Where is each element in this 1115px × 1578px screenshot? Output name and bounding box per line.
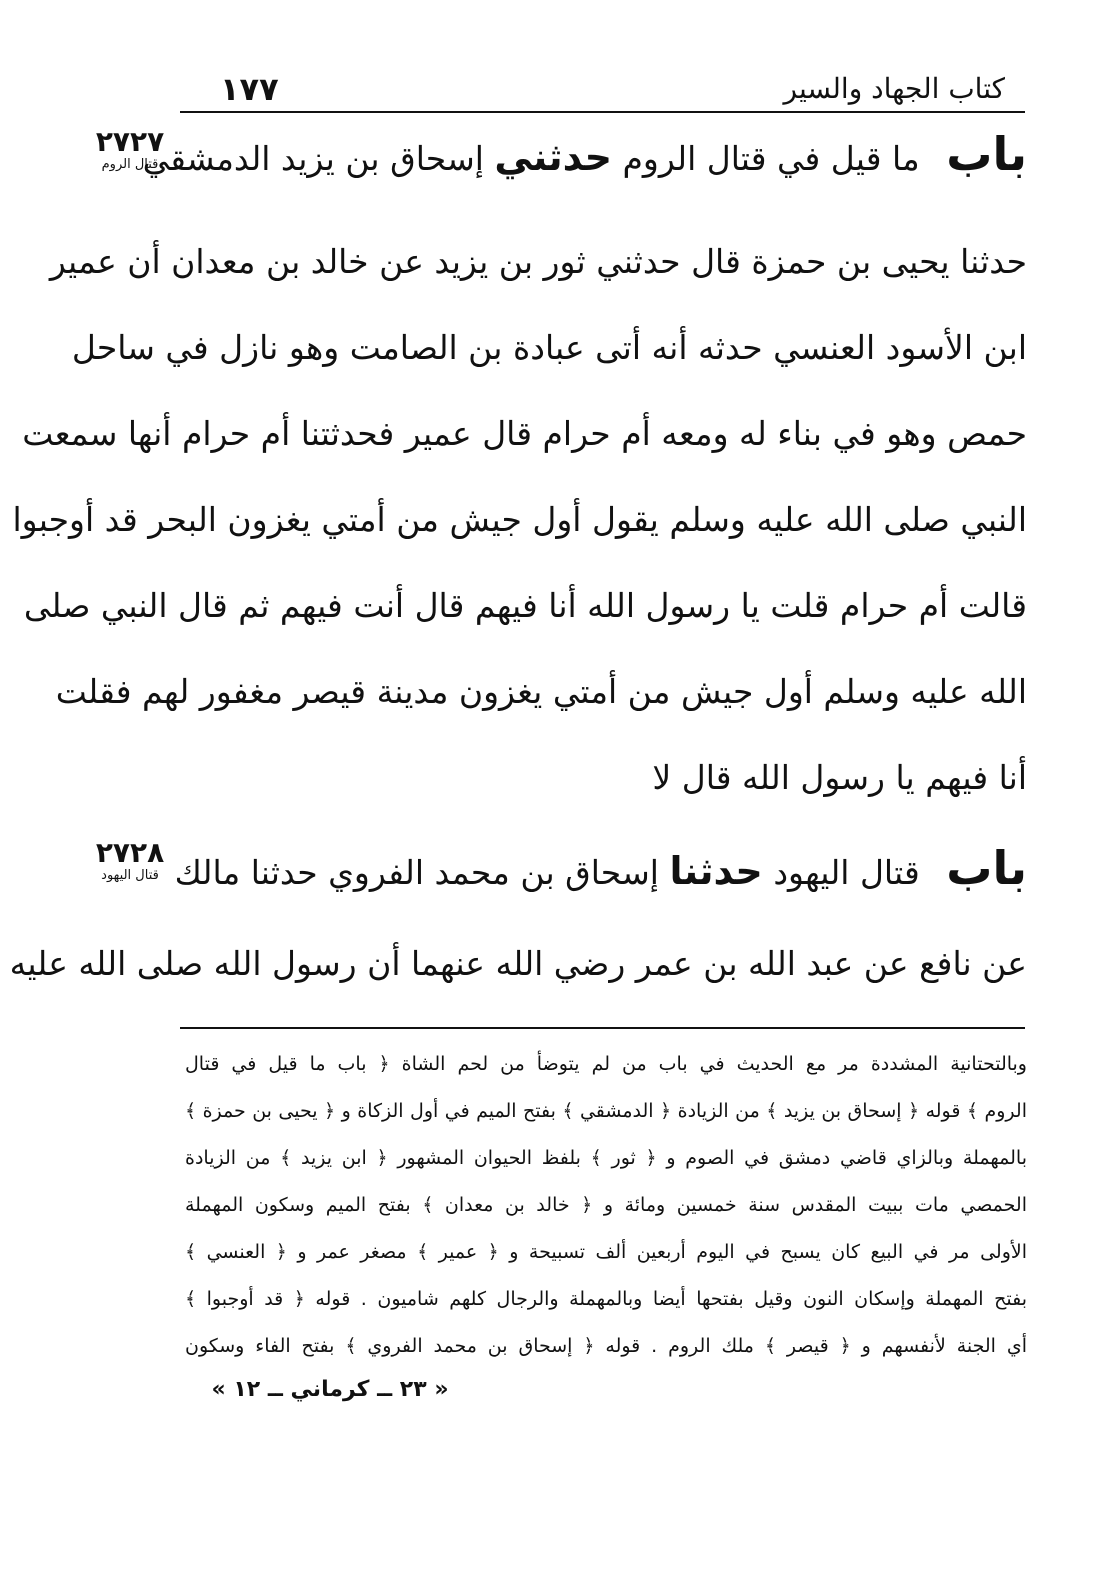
- footnote-line: الأولى مر في البيع كان يسبح في اليوم أربعين ألف تسبيحة و ﴿ عمير ﴾ مصغر عمر و ﴿ العنسي ﴾: [185, 1241, 1027, 1263]
- text-line: الله عليه وسلم أول جيش من أمتي يغزون مدينة قيصر مغفور لهم فقلت: [55, 672, 1027, 711]
- text-line: عن نافع عن عبد الله بن عمر رضي الله عنهما أن رسول الله صلى الله عليه: [9, 944, 1027, 983]
- bab-heading: باب: [946, 127, 1027, 181]
- chapter-title: قتال اليهود: [773, 853, 920, 892]
- hadith-caption: قتال اليهود: [101, 868, 159, 883]
- chapter-heading-line: [174, 838, 1027, 898]
- bab-heading: باب: [946, 841, 1027, 895]
- page-header: [180, 70, 1025, 110]
- book-title: كتاب الجهاد والسير: [783, 72, 1005, 105]
- footnote-line: وبالتحتانية المشددة مر مع الحديث في باب من لم يتوضأ من لحم الشاة ﴿ باب ما قيل في قتال: [185, 1053, 1027, 1075]
- narrator-chain: إسحاق بن يزيد الدمشقي: [142, 139, 484, 178]
- hadith-caption: قتال الروم: [101, 157, 159, 172]
- text-line: النبي صلى الله عليه وسلم يقول أول جيش من أمتي يغزون البحر قد أوجبوا: [12, 500, 1027, 539]
- narrator-chain: إسحاق بن محمد الفروي حدثنا مالك: [174, 853, 659, 892]
- hadith-number: ٢٧٢٨: [95, 836, 165, 869]
- hadith-number-marker: [70, 838, 190, 884]
- footnote-line: الروم ﴾ قوله ﴿ إسحاق بن يزيد ﴾ من الزيادة ﴿ الدمشقي ﴾ بفتح الميم في أول الزكاة و ﴿ يحيى بن حمزة ﴾: [185, 1100, 1027, 1122]
- narration-verb: حدثني: [494, 135, 612, 179]
- text-line: ابن الأسود العنسي حدثه أنه أتى عبادة بن الصامت وهو نازل في ساحل: [71, 328, 1027, 367]
- footnote-line: أي الجنة لأنفسهم و ﴿ قيصر ﴾ ملك الروم . قوله ﴿ إسحاق بن محمد الفروي ﴾ بفتح الفاء وسكون: [185, 1335, 1027, 1357]
- text-line: حدثنا يحيى بن حمزة قال حدثني ثور بن يزيد عن خالد بن معدان أن عمير: [49, 242, 1027, 281]
- text-line: حمص وهو في بناء له ومعه أم حرام قال عمير فحدثتنا أم حرام أنها سمعت: [22, 414, 1027, 453]
- text-line: أنا فيهم يا رسول الله قال لا: [652, 758, 1027, 797]
- narration-verb: حدثنا: [669, 849, 763, 893]
- footnote-line: بفتح المهملة وإسكان النون وقيل بفتحها أيضا وبالمهملة والرجال كلهم شاميون . قوله ﴿ قد أوجبوا ﴾: [185, 1288, 1027, 1310]
- footnote-line: بالمهملة وبالزاي قاضي دمشق في الصوم و ﴿ ثور ﴾ بلفظ الحيوان المشهور ﴿ ابن يزيد ﴾ من الزيادة: [185, 1147, 1027, 1169]
- footnote-divider: [180, 1027, 1025, 1029]
- header-divider: [180, 111, 1025, 113]
- text-line: قالت أم حرام قلت يا رسول الله أنا فيهم قال أنت فيهم ثم قال النبي صلى: [23, 586, 1027, 625]
- page-number: ١٧٧: [220, 70, 279, 108]
- printer-signature: « ٢٣ ــ كرماني ــ ١٢ »: [211, 1377, 449, 1402]
- hadith-number: ٢٧٢٧: [95, 125, 165, 158]
- chapter-title: ما قيل في قتال الروم: [622, 139, 920, 178]
- footnote-line: الحمصي مات ببيت المقدس سنة خمسين ومائة و ﴿ خالد بن معدان ﴾ بفتح الميم وسكون المهملة: [185, 1194, 1027, 1216]
- chapter-heading-line: [142, 124, 1027, 184]
